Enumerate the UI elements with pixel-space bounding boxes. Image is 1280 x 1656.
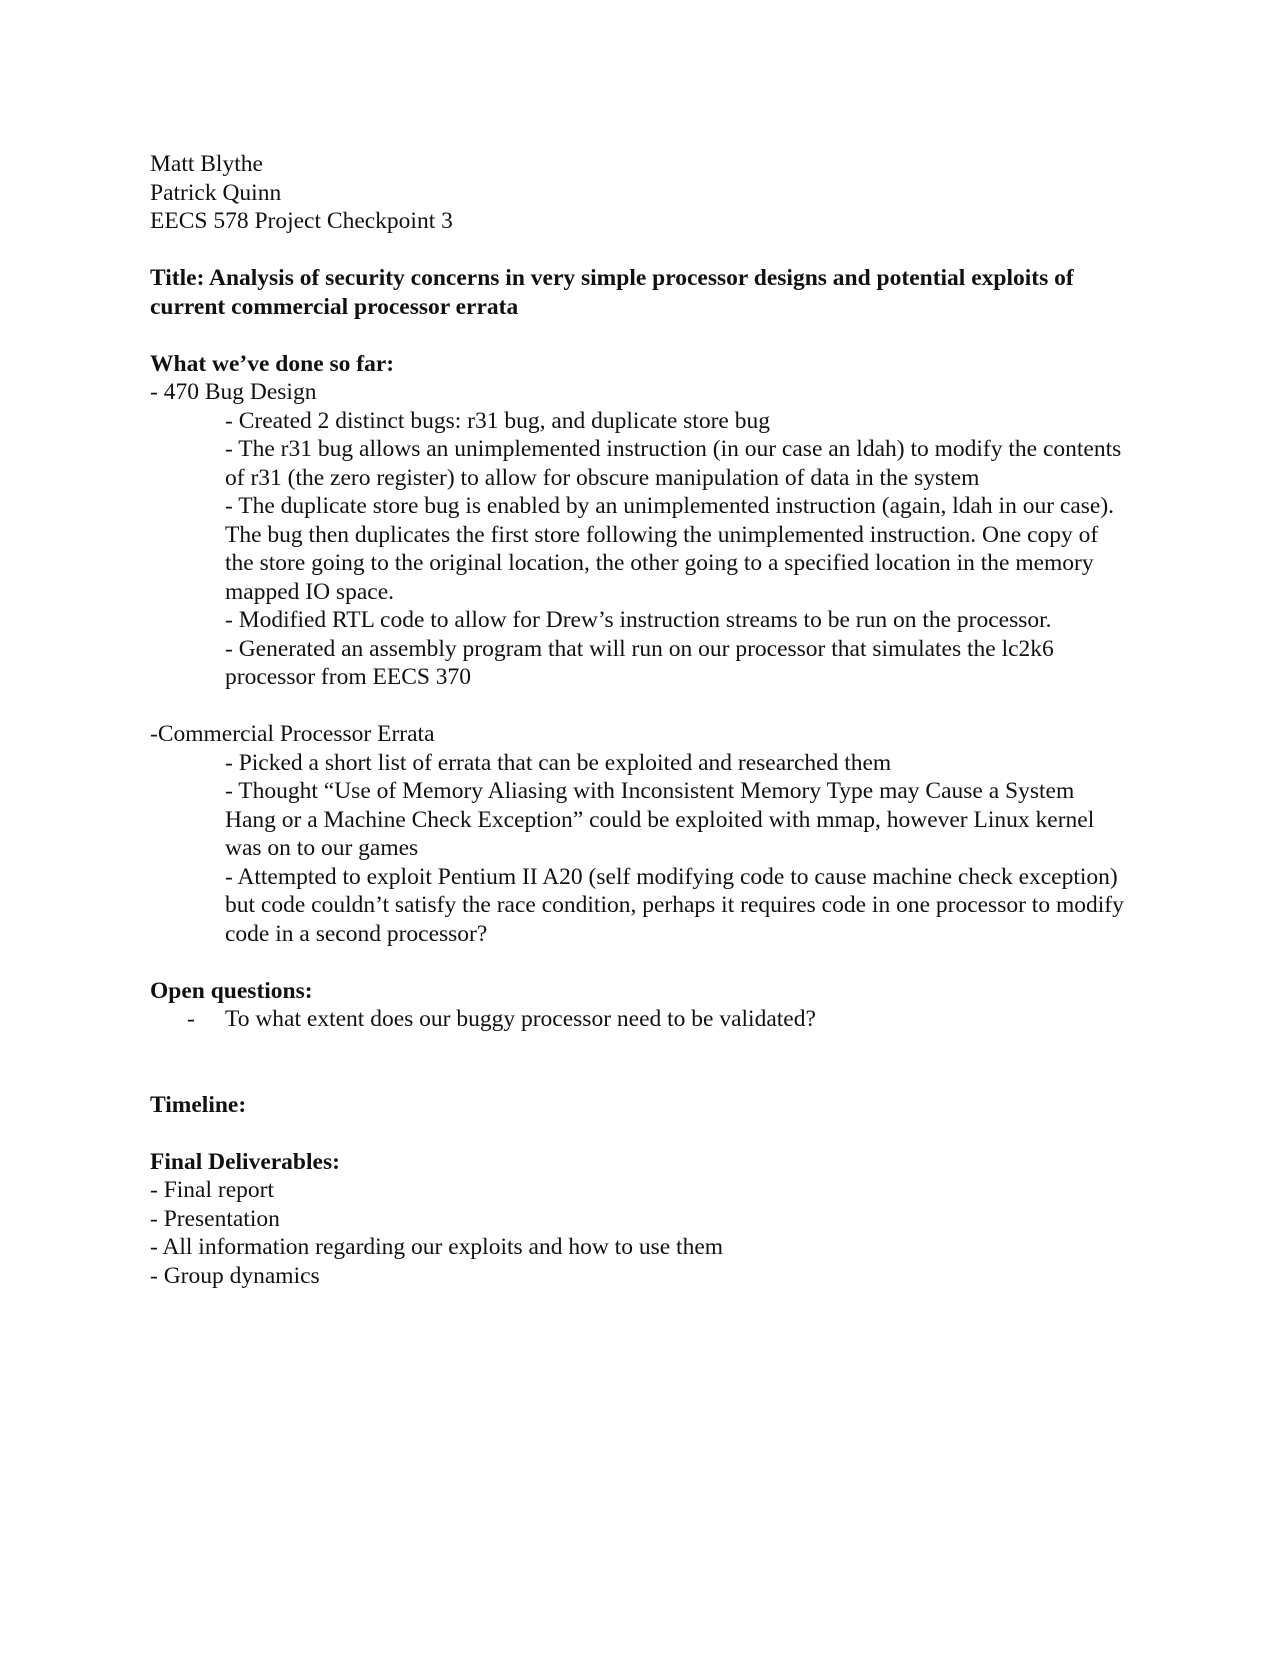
errata-label: -Commercial Processor Errata	[150, 721, 435, 747]
document-title: Title: Analysis of security concerns in very simple processor designs and potential exploits of current commercial processor errata	[150, 265, 1080, 320]
spacer	[150, 1034, 1130, 1063]
open-question-text: To what extent does our buggy processor need to be validated?	[225, 1006, 816, 1032]
list-item: - Thought “Use of Memory Aliasing with Inconsistent Memory Type may Cause a System Hang or a Machine Check Exception” could be exploited with mmap, however Linux kernel was on to our games	[225, 778, 1101, 861]
errata-list	[150, 749, 1130, 949]
section-heading-deliverables: Final Deliverables:	[150, 1148, 340, 1175]
document-page	[150, 150, 1130, 1290]
section-heading-done: What we’ve done so far:	[150, 350, 395, 377]
course-line: EECS 578 Project Checkpoint 3	[150, 208, 453, 234]
section-heading-timeline: Timeline:	[150, 1091, 247, 1118]
open-question-item	[150, 1005, 1130, 1034]
bug-design-list	[150, 407, 1130, 692]
bullet-dash: -	[187, 1006, 195, 1032]
spacer	[150, 692, 1130, 721]
list-item: - The r31 bug allows an unimplemented instruction (in our case an ldah) to modify the contents of r31 (the zero register) to allow for obscure manipulation of data in the system	[225, 436, 1128, 491]
author-name: Patrick Quinn	[150, 179, 282, 206]
list-item: - Created 2 distinct bugs: r31 bug, and duplicate store bug	[225, 407, 770, 434]
author-name: Matt Blythe	[150, 151, 263, 177]
list-item: - Generated an assembly program that will run on our processor that simulates the lc2k6 processor from EECS 370	[225, 635, 1060, 690]
spacer	[150, 1062, 1130, 1091]
spacer	[150, 236, 1130, 265]
list-item: - Final report	[150, 1177, 274, 1203]
list-item: - Presentation	[150, 1205, 280, 1232]
spacer	[150, 321, 1130, 350]
bug-design-label: - 470 Bug Design	[150, 379, 317, 405]
list-item: - Picked a short list of errata that can be exploited and researched them	[225, 749, 892, 776]
list-item: - Attempted to exploit Pentium II A20 (self modifying code to cause machine check exception) but code couldn’t satisfy the race condition, perhaps it requires code in one processor to modify code in a second processor?	[225, 863, 1130, 947]
spacer	[150, 948, 1130, 977]
list-item: - Modified RTL code to allow for Drew’s instruction streams to be run on the processor.	[225, 607, 1052, 633]
list-item: - All information regarding our exploits and how to use them	[150, 1234, 724, 1260]
spacer	[150, 1119, 1130, 1148]
list-item: - Group dynamics	[150, 1262, 320, 1289]
section-heading-open-questions: Open questions:	[150, 977, 313, 1004]
list-item: - The duplicate store bug is enabled by an unimplemented instruction (again, ldah in our case). The bug then duplicates the first store following the unimplemented instruction. One copy of the store going to the original location, the other going to a specified location in the memory mapped IO space.	[225, 493, 1120, 605]
